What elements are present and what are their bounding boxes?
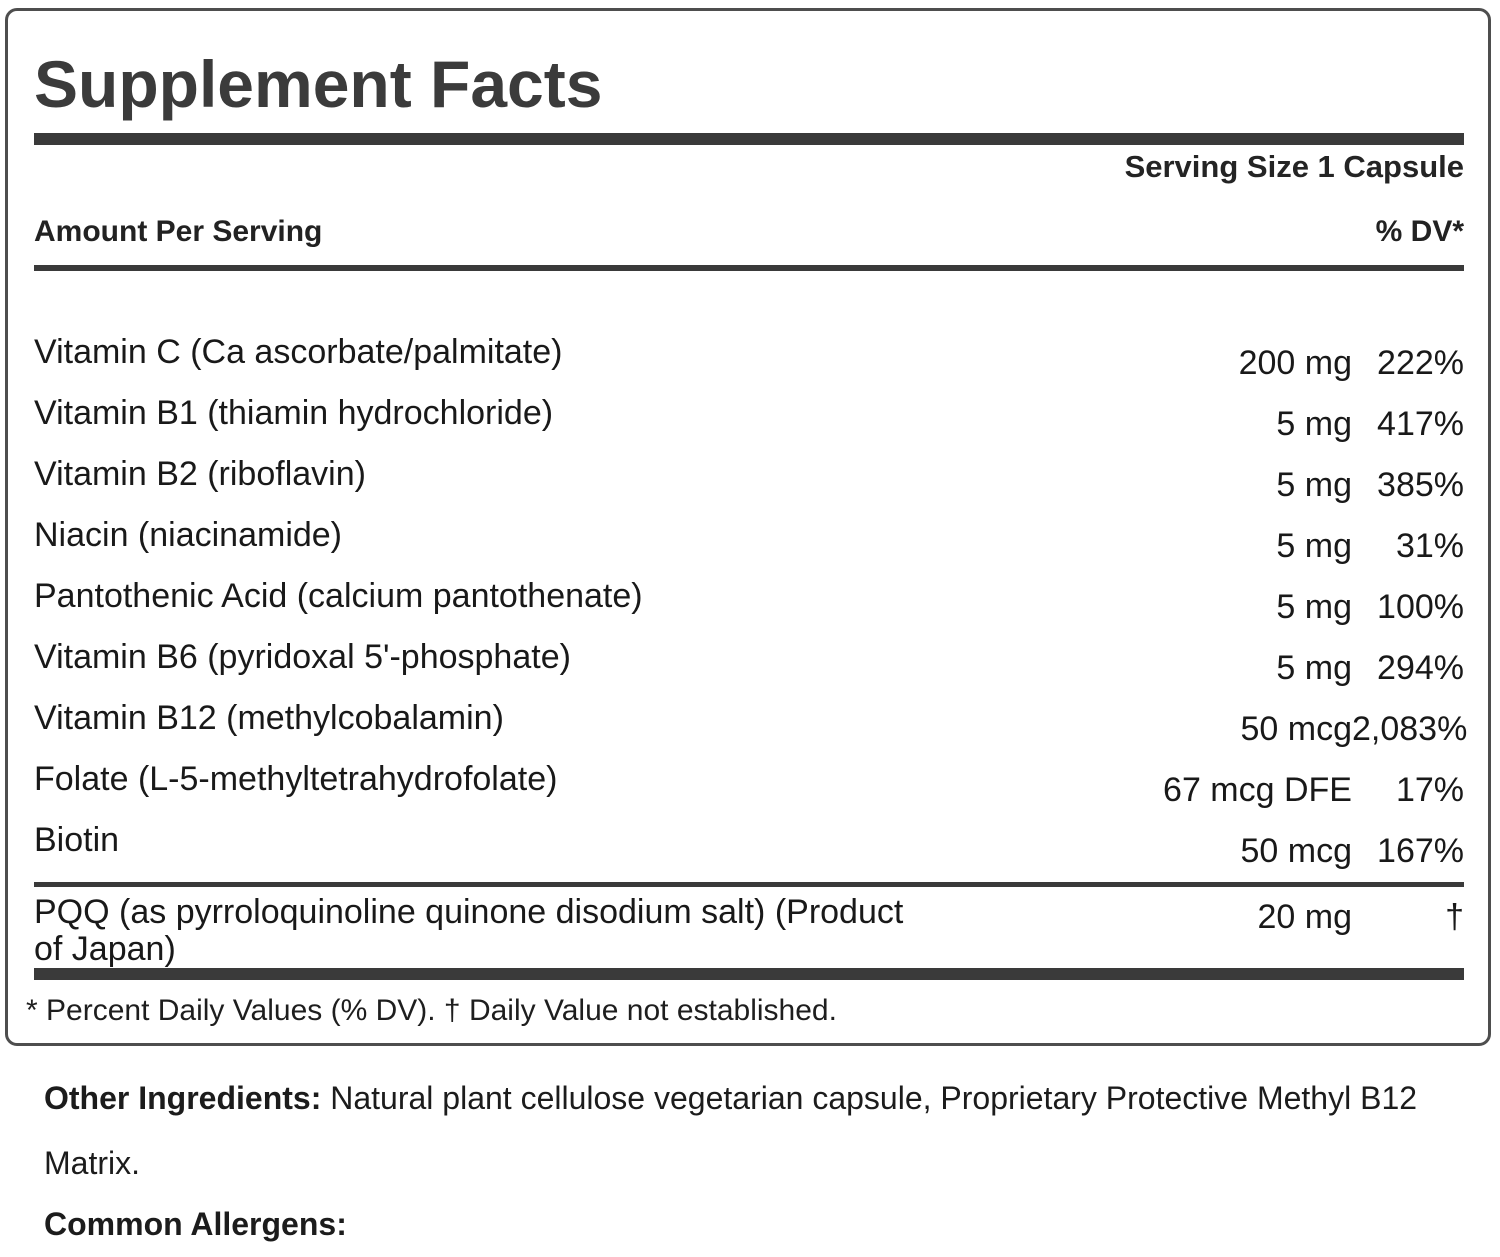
header-rule	[34, 265, 1464, 271]
nutrient-name: Vitamin B1 (thiamin hydrochloride)	[34, 394, 554, 432]
nutrient-dv: 222%	[1377, 344, 1464, 382]
nutrient-amount: 5 mg	[1276, 588, 1352, 626]
nutrient-amount: 50 mcg	[1240, 710, 1352, 748]
table-row	[34, 699, 1468, 760]
amount-per-serving-header: Amount Per Serving	[34, 215, 323, 248]
other-ingredients-paragraph	[44, 1066, 1464, 1196]
panel-title: Supplement Facts	[34, 47, 603, 121]
column-headers	[34, 215, 1464, 249]
supplement-facts-panel	[5, 8, 1491, 1046]
percent-dv-header: % DV*	[1375, 215, 1464, 248]
pqq-row	[34, 882, 1464, 968]
below-panel-text	[44, 1066, 1464, 1257]
nutrient-name: Niacin (niacinamide)	[34, 516, 343, 554]
nutrient-name: Biotin	[34, 821, 120, 859]
nutrient-amount: 200 mg	[1238, 344, 1352, 382]
nutrient-name: Vitamin C (Ca ascorbate/palmitate)	[34, 333, 563, 371]
nutrient-name: PQQ (as pyrroloquinoline quinone disodium salt) (Product of Japan)	[34, 893, 904, 968]
nutrient-name: Vitamin B2 (riboflavin)	[34, 455, 366, 493]
nutrient-amount: 5 mg	[1276, 466, 1352, 504]
table-row	[34, 394, 1464, 455]
nutrient-amount: 50 mcg	[1240, 832, 1352, 870]
table-row	[34, 821, 1464, 882]
nutrient-amount: 67 mcg DFE	[1163, 771, 1352, 809]
nutrient-dv: †	[1445, 898, 1464, 936]
nutrient-amount: 5 mg	[1276, 649, 1352, 687]
nutrient-dv: 167%	[1377, 832, 1464, 870]
serving-size: Serving Size 1 Capsule	[1124, 149, 1464, 184]
table-row	[34, 455, 1464, 516]
nutrient-amount: 5 mg	[1276, 405, 1352, 443]
nutrient-dv: 31%	[1395, 527, 1464, 565]
nutrient-amount: 20 mg	[1257, 898, 1352, 936]
nutrient-dv: 294%	[1377, 649, 1464, 687]
nutrient-dv: 17%	[1395, 771, 1464, 809]
other-ingredients-label: Other Ingredients:	[44, 1080, 322, 1116]
footer-divider-bar	[34, 968, 1464, 980]
nutrient-name: Pantothenic Acid (calcium pantothenate)	[34, 577, 643, 615]
nutrient-rows	[34, 333, 1468, 882]
nutrient-dv: 100%	[1377, 588, 1464, 626]
common-allergens-label: Common Allergens:	[44, 1206, 347, 1242]
table-row	[34, 516, 1464, 577]
dv-footnote: * Percent Daily Values (% DV). † Daily Value not established.	[26, 994, 837, 1027]
nutrient-amount: 5 mg	[1276, 527, 1352, 565]
table-row	[34, 638, 1464, 699]
nutrient-name: Folate (L-5-methyltetrahydrofolate)	[34, 760, 558, 798]
other-ingredients-text: Natural plant cellulose vegetarian capsule, Proprietary Protective Methyl B12 Matrix.	[44, 1080, 1418, 1181]
table-row	[34, 577, 1464, 638]
table-row	[34, 333, 1464, 394]
table-row	[34, 760, 1464, 821]
nutrient-dv: 385%	[1377, 466, 1464, 504]
nutrient-name: Vitamin B12 (methylcobalamin)	[34, 699, 504, 737]
nutrient-dv: 2,083%	[1352, 710, 1468, 748]
title-divider-bar	[34, 133, 1464, 145]
nutrient-dv: 417%	[1377, 405, 1464, 443]
nutrient-name: Vitamin B6 (pyridoxal 5'-phosphate)	[34, 638, 571, 676]
